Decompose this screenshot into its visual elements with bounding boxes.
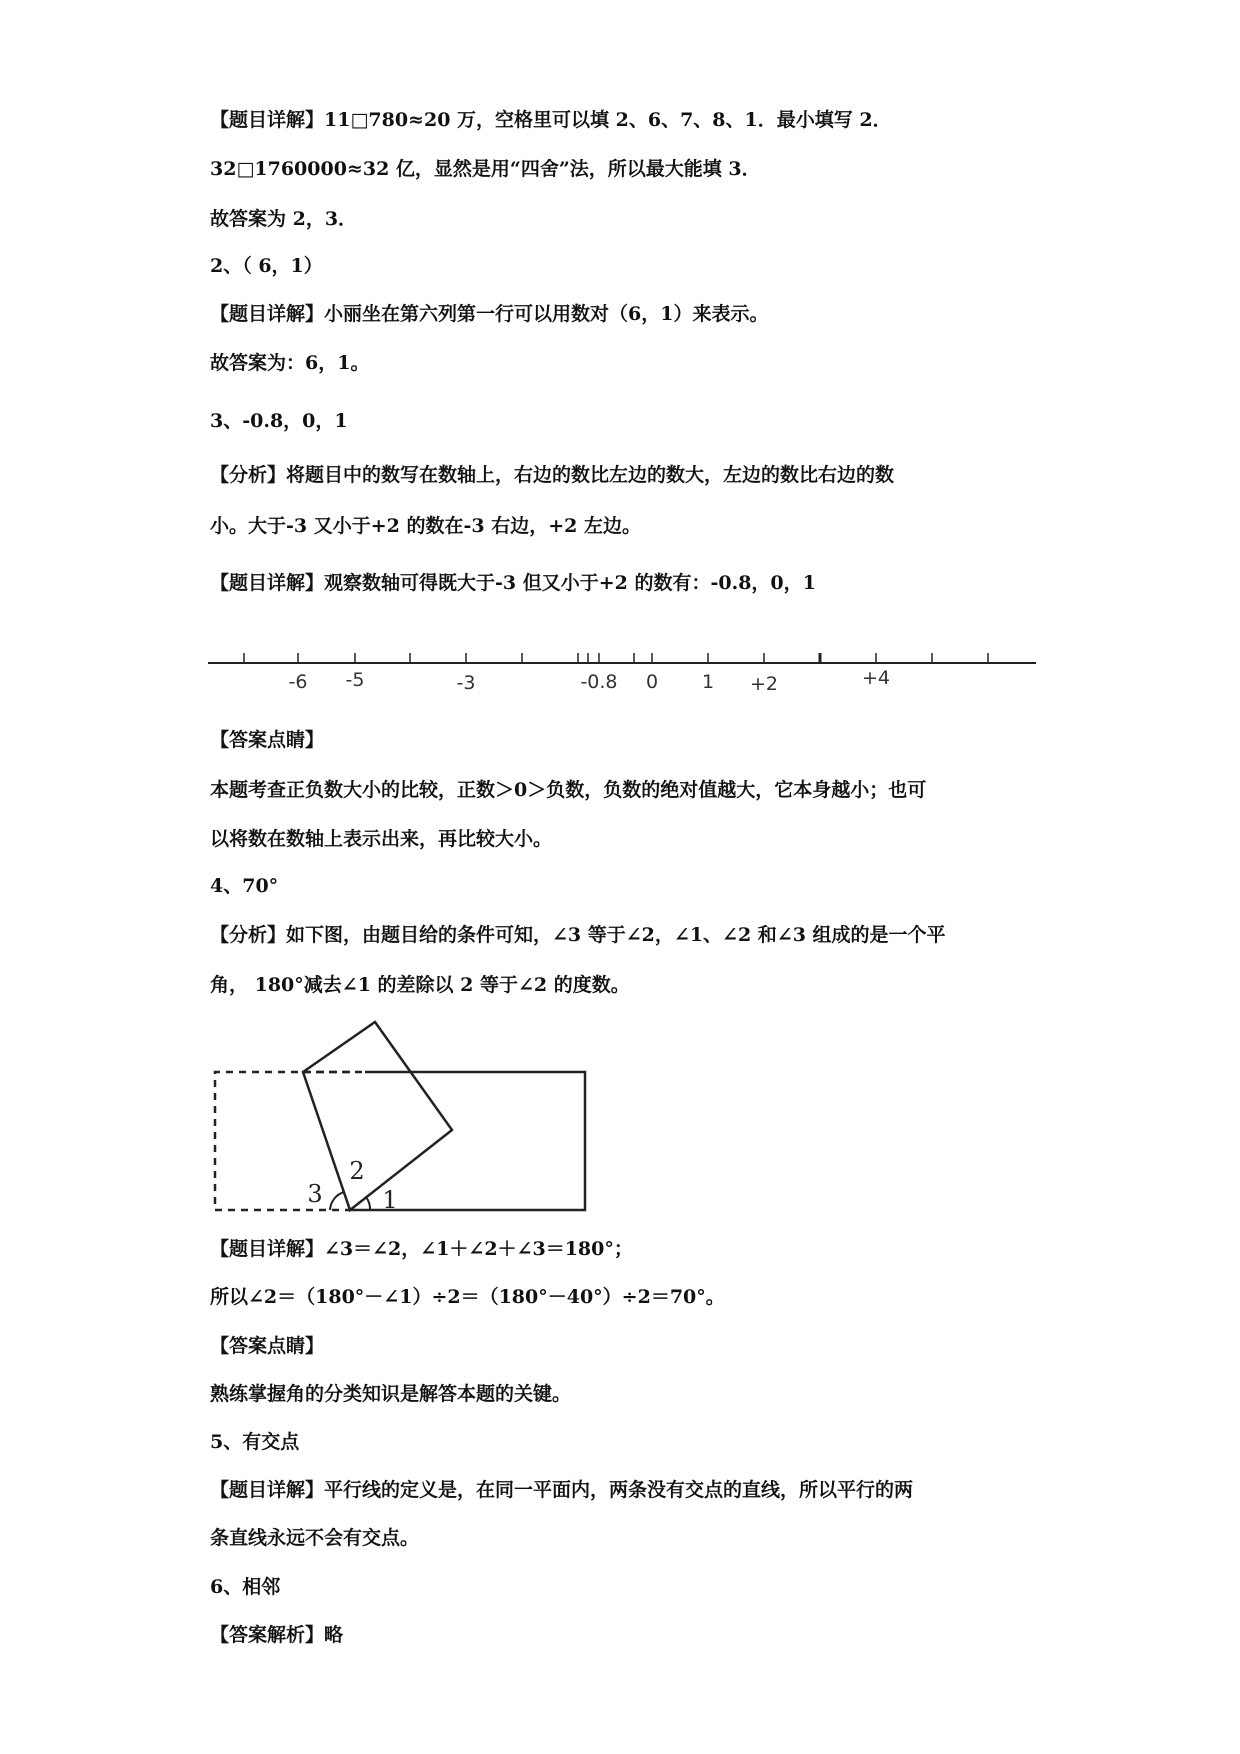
question-number: 5、有交点	[210, 1431, 300, 1453]
tick-label: +2	[749, 673, 779, 695]
tick-label: -5	[345, 669, 365, 691]
dashed-folded-part	[215, 1072, 350, 1210]
angle-label-1: 1	[382, 1186, 398, 1214]
text-line: 【题目详解】11□780≈20 万，空格里可以填 2、6、7、8、1．最小填写 2．	[210, 109, 892, 131]
text-line: 32□1760000≈32 亿，显然是用“四舍”法，所以最大能填 3．	[210, 158, 761, 180]
section-heading: 【答案点睛】	[210, 729, 325, 751]
text-line: 【题目详解】∠3＝∠2，∠1＋∠2＋∠3＝180°；	[210, 1238, 633, 1260]
text-line: 以将数在数轴上表示出来，再比较大小。	[210, 828, 553, 850]
tick-label: -0.8	[580, 671, 618, 693]
question-number: 3、-0.8，0，1	[210, 410, 348, 432]
angle-arc	[330, 1192, 344, 1210]
tick-label: 1	[701, 671, 715, 693]
text-line: 所以∠2＝（180°－∠1）÷2＝（180°－40°）÷2＝70°。	[210, 1286, 725, 1308]
text-line: 故答案为：6，1。	[210, 352, 370, 374]
text-line: 条直线永远不会有交点。	[210, 1527, 420, 1549]
angle-label-2: 2	[349, 1157, 365, 1185]
angle-label-3: 3	[307, 1180, 323, 1208]
section-heading: 【答案点睛】	[210, 1335, 325, 1357]
folded-flap	[303, 1022, 452, 1210]
question-number: 6、相邻	[210, 1576, 281, 1598]
text-line: 【分析】将题目中的数写在数轴上，右边的数比左边的数大，左边的数比右边的数	[210, 464, 895, 486]
text-line: 角， 180°减去∠1 的差除以 2 等于∠2 的度数。	[210, 974, 630, 996]
text-line: 【题目详解】平行线的定义是，在同一平面内，两条没有交点的直线，所以平行的两	[210, 1479, 914, 1501]
text-line: 本题考查正负数大小的比较，正数＞0＞负数，负数的绝对值越大，它本身越小；也可	[210, 779, 927, 801]
question-number: 4、70°	[210, 875, 279, 897]
text-line: 【题目详解】小丽坐在第六列第一行可以用数对（6，1）来表示。	[210, 303, 769, 325]
text-line: 【答案解析】略	[210, 1624, 344, 1646]
question-number: 2、（ 6，1）	[210, 255, 323, 277]
text-line: 小。大于-3 又小于+2 的数在-3 右边，+2 左边。	[210, 515, 641, 537]
number-line-figure	[200, 640, 1040, 700]
folded-paper-angle-figure	[205, 1010, 605, 1225]
tick-label: -3	[456, 672, 476, 694]
text-line: 【分析】如下图，由题目给的条件可知，∠3 等于∠2，∠1、∠2 和∠3 组成的是一个平	[210, 924, 946, 946]
text-line: 故答案为 2，3．	[210, 208, 358, 230]
tick-label: +4	[861, 667, 891, 689]
tick-label: -6	[288, 671, 308, 693]
tick-label: 0	[645, 671, 659, 693]
text-line: 【题目详解】观察数轴可得既大于-3 但又小于+2 的数有：-0.8，0，1	[210, 572, 816, 594]
text-line: 熟练掌握角的分类知识是解答本题的关键。	[210, 1383, 572, 1405]
